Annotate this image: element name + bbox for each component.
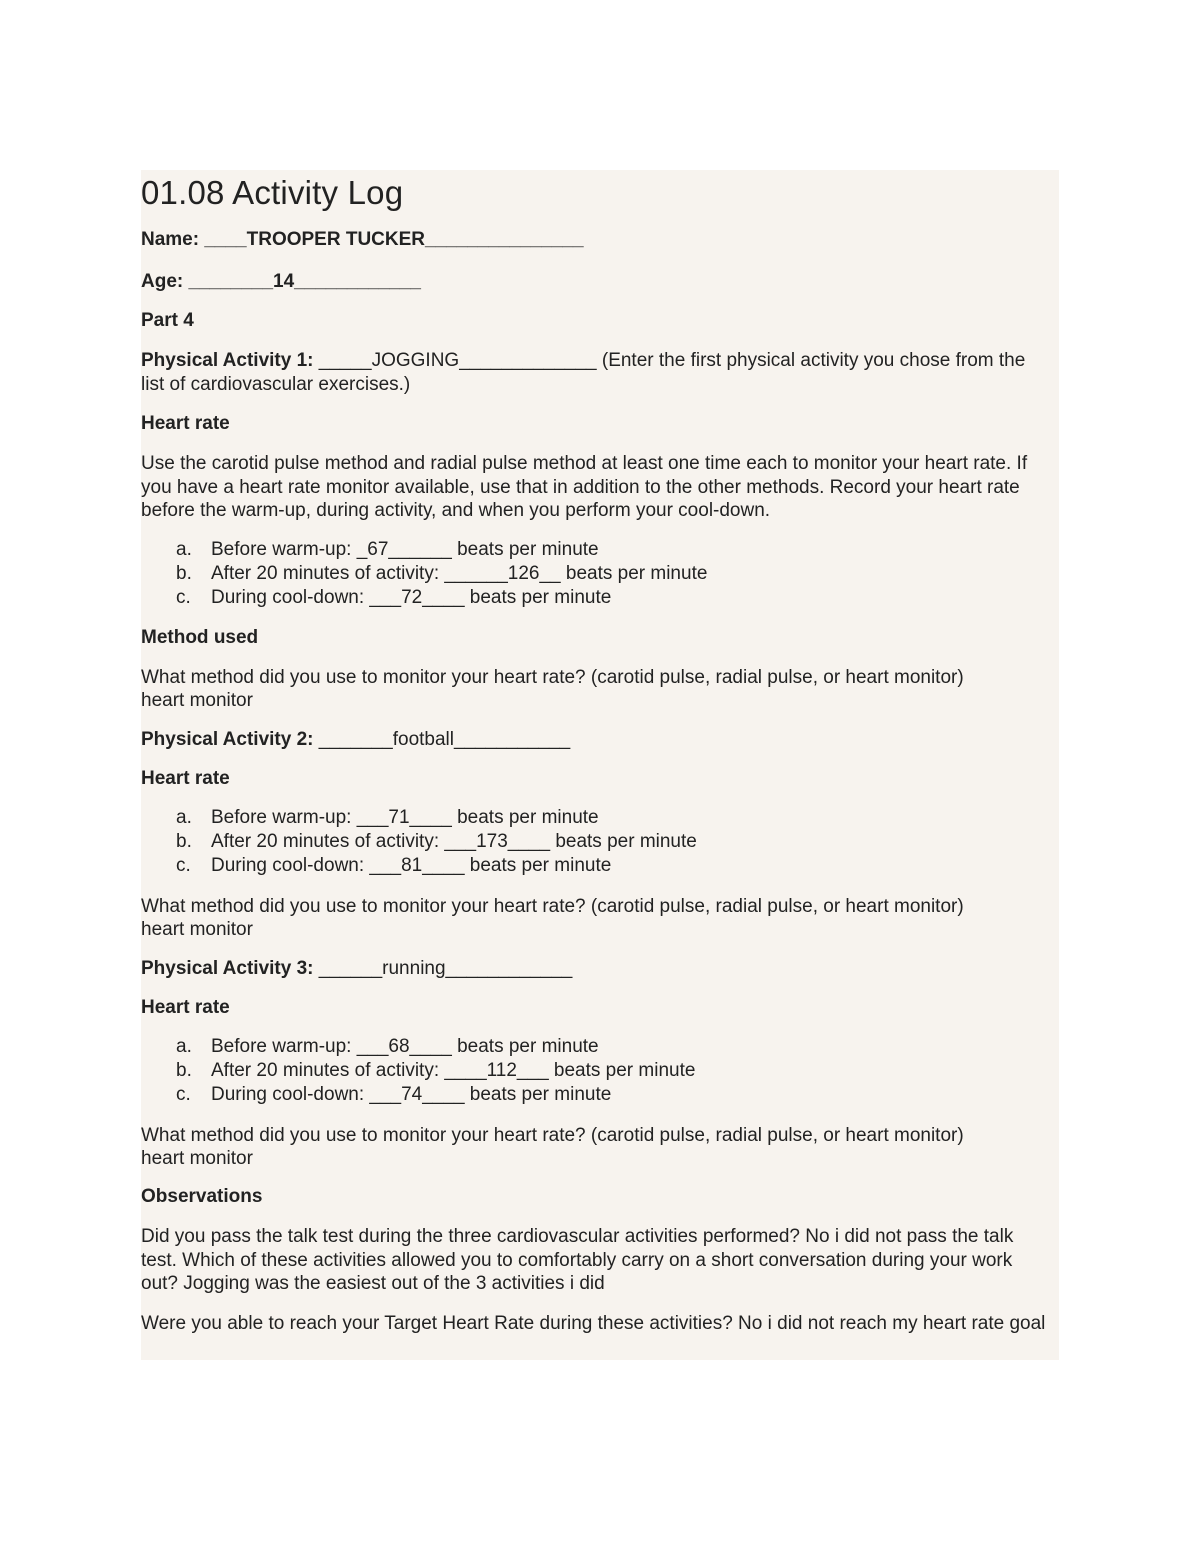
name-field <box>141 228 584 252</box>
activity-2-field <box>141 728 570 752</box>
list-item <box>141 830 697 854</box>
list-item-text: During cool-down: ___81____ beats per minute <box>211 855 612 876</box>
heart-rate-heading-2: Heart rate <box>141 768 230 789</box>
list-marker: c. <box>176 1084 191 1105</box>
activity-2-label: Physical Activity 2: <box>141 729 314 750</box>
name-label: Name: <box>141 229 200 250</box>
list-item-text: Before warm-up: ___71____ beats per minute <box>211 807 599 828</box>
observations-heading: Observations <box>141 1186 263 1207</box>
list-marker: b. <box>176 1060 192 1081</box>
name-value: ____TROOPER TUCKER_______________ <box>199 229 584 250</box>
method-question-3: What method did you use to monitor your heart rate? (carotid pulse, radial pulse, or heart monitor) <box>141 1125 964 1146</box>
activity-log-document <box>141 170 1059 1334</box>
document-title: 01.08 Activity Log <box>141 174 404 211</box>
list-marker: a. <box>176 539 192 560</box>
activity-1-field <box>141 349 1051 396</box>
method-question-1: What method did you use to monitor your heart rate? (carotid pulse, radial pulse, or heart monitor) <box>141 667 964 688</box>
activity-3-label: Physical Activity 3: <box>141 958 314 979</box>
method-used-heading: Method used <box>141 627 259 648</box>
list-item <box>141 1083 695 1107</box>
list-item-text: During cool-down: ___74____ beats per minute <box>211 1084 612 1105</box>
activity-1-label: Physical Activity 1: <box>141 350 314 371</box>
list-marker: c. <box>176 587 191 608</box>
list-item-text: After 20 minutes of activity: ____112___ beats per minute <box>211 1060 696 1081</box>
list-item <box>141 1059 695 1083</box>
list-item <box>141 1035 695 1059</box>
list-item <box>141 586 707 610</box>
list-item-text: After 20 minutes of activity: ___173____ beats per minute <box>211 831 697 852</box>
list-item <box>141 562 707 586</box>
activity-1-heart-rate-list <box>141 538 707 610</box>
list-marker: a. <box>176 807 192 828</box>
method-answer-3: heart monitor <box>141 1148 253 1169</box>
list-item <box>141 806 697 830</box>
list-item <box>141 854 697 878</box>
list-item-text: During cool-down: ___72____ beats per minute <box>211 587 612 608</box>
age-label: Age: <box>141 271 184 292</box>
activity-1-value: _____JOGGING_____________ (Enter the first physical activity you chose from the list of cardiovascular exercises.) <box>141 350 1026 395</box>
part-heading: Part 4 <box>141 310 194 331</box>
list-item-text: Before warm-up: _67______ beats per minute <box>211 539 599 560</box>
list-item-text: Before warm-up: ___68____ beats per minute <box>211 1036 599 1057</box>
method-question-2: What method did you use to monitor your heart rate? (carotid pulse, radial pulse, or heart monitor) <box>141 896 964 917</box>
activity-3-value: ______running____________ <box>313 958 573 979</box>
list-marker: b. <box>176 831 192 852</box>
list-item-text: After 20 minutes of activity: ______126__ beats per minute <box>211 563 708 584</box>
activity-3-field <box>141 957 572 981</box>
talk-test-answer: Did you pass the talk test during the three cardiovascular activities performed? No i did not pass the talk test. Which of these activities allowed you to comfortably carry on a short conversation during your work out? Jogging was the easiest out of the 3 activities i did <box>141 1226 1014 1294</box>
target-heart-rate-answer: Were you able to reach your Target Heart Rate during these activities? No i did not reach my heart rate goal <box>141 1313 1046 1334</box>
activity-2-heart-rate-list <box>141 806 697 878</box>
heart-rate-heading-3: Heart rate <box>141 997 230 1018</box>
heart-rate-heading-1: Heart rate <box>141 413 230 434</box>
age-value: ________14____________ <box>183 271 421 292</box>
list-marker: c. <box>176 855 191 876</box>
method-answer-2: heart monitor <box>141 919 253 940</box>
list-marker: a. <box>176 1036 192 1057</box>
list-marker: b. <box>176 563 192 584</box>
list-item <box>141 538 707 562</box>
method-answer-1: heart monitor <box>141 690 253 711</box>
activity-2-value: _______football___________ <box>313 729 571 750</box>
activity-3-heart-rate-list <box>141 1035 695 1107</box>
age-field <box>141 270 421 294</box>
heart-rate-instructions: Use the carotid pulse method and radial pulse method at least one time each to monitor your heart rate. If you have a heart rate monitor available, use that in addition to the other methods. Record your heart rate before the warm-up, during activity, and when you perform your cool-down. <box>141 453 1028 521</box>
